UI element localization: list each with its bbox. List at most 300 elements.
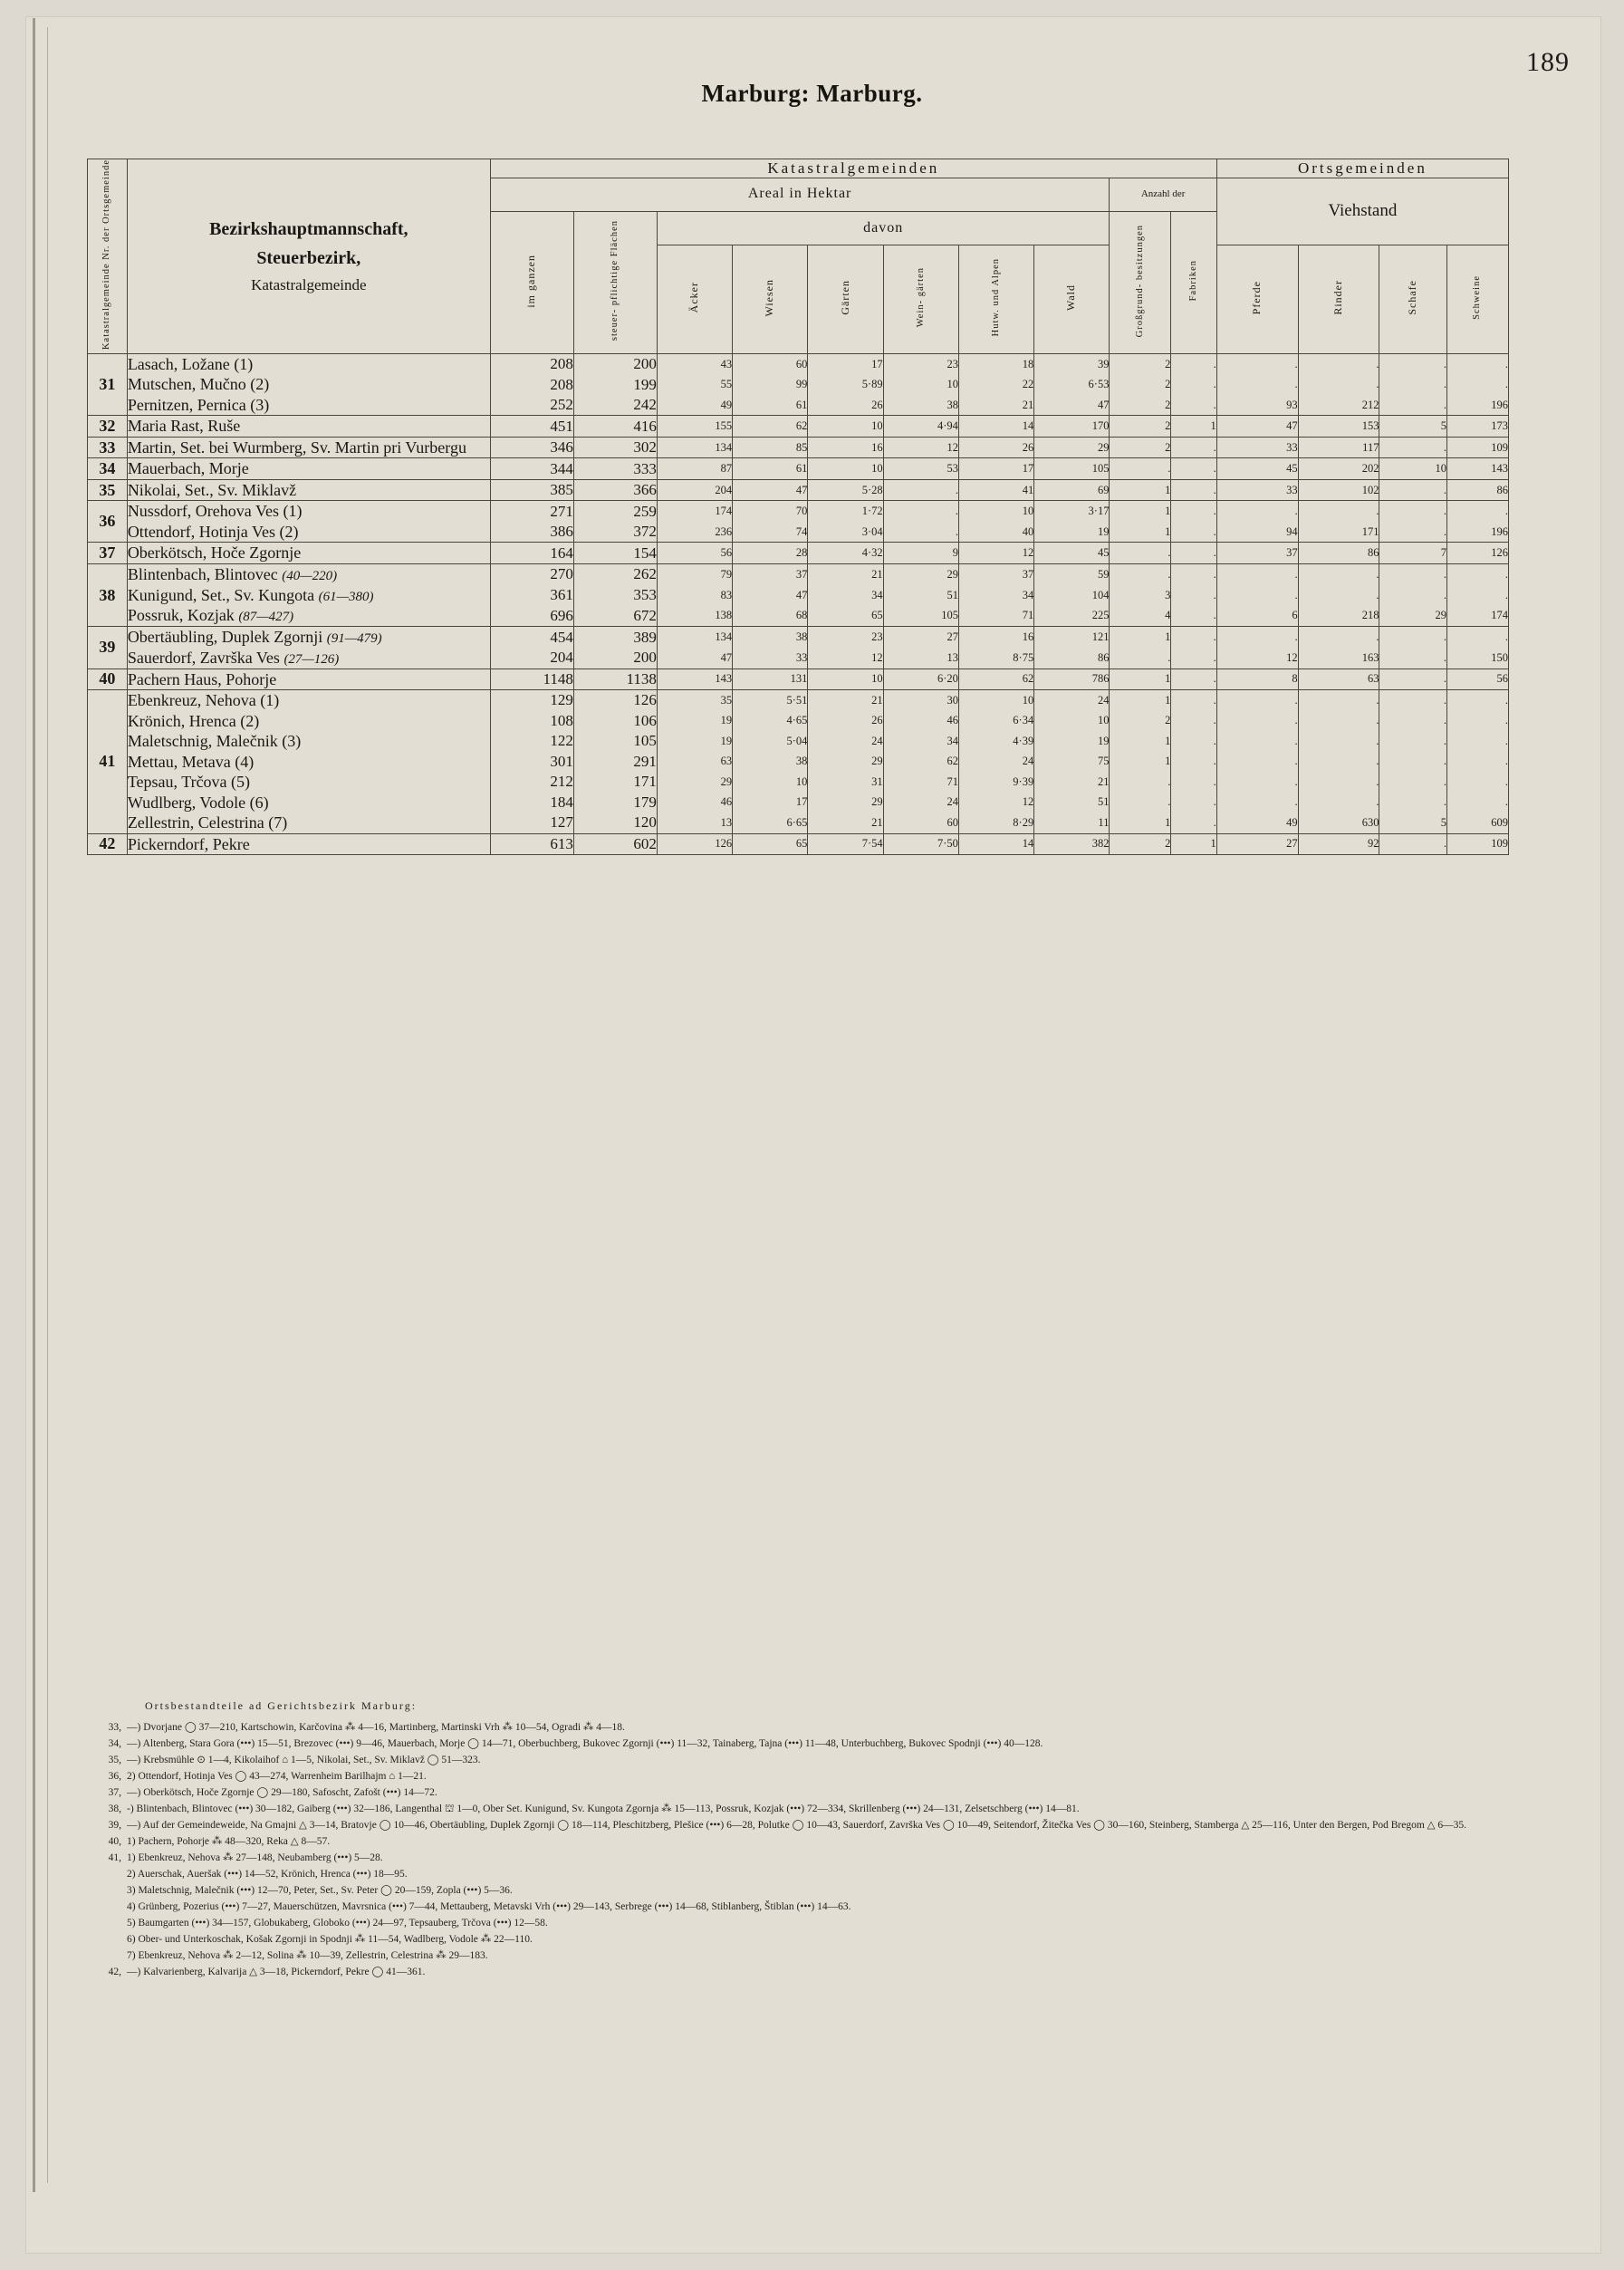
cell-wald: 105	[1034, 458, 1110, 480]
cell-steuerpflichtige: 242	[573, 395, 657, 416]
row-name: Zellestrin, Celestrina (7)	[127, 813, 490, 833]
cell-pferde: 8	[1216, 668, 1298, 690]
cell-hutweiden: 8·75	[958, 648, 1033, 668]
cell-fabriken: .	[1171, 605, 1216, 626]
cell-fabriken: .	[1171, 458, 1216, 480]
cell-hutweiden: 26	[958, 437, 1033, 458]
cell-weingarten: 12	[883, 437, 958, 458]
row-index: 36	[88, 501, 128, 543]
cell-wald: 39	[1034, 353, 1110, 374]
cell-rinder: .	[1298, 793, 1379, 813]
cell-pferde: .	[1216, 353, 1298, 374]
row-index: 31	[88, 353, 128, 416]
cell-weingarten: 46	[883, 711, 958, 732]
cell-hutweiden: 14	[958, 416, 1033, 438]
row-name: Oberkötsch, Hoče Zgornje	[127, 543, 490, 564]
cell-im-ganzen: 386	[490, 522, 573, 543]
cell-acker: 204	[657, 479, 732, 501]
header-group-kataster: Katastralgemeinden	[490, 159, 1216, 178]
cell-schafe: 7	[1379, 543, 1447, 564]
header-anzahl: Anzahl der	[1110, 178, 1216, 211]
cell-garten: 21	[808, 563, 883, 584]
header-fabriken: Fabriken	[1171, 211, 1216, 353]
cell-acker: 155	[657, 416, 732, 438]
cell-acker: 83	[657, 585, 732, 606]
table-row	[88, 563, 1509, 584]
cell-wald: 10	[1034, 711, 1110, 732]
cell-wald: 47	[1034, 395, 1110, 416]
cell-wald: 19	[1034, 522, 1110, 543]
row-name: Martin, Set. bei Wurmberg, Sv. Martin pri Vurbergu	[127, 437, 490, 458]
cell-schafe: .	[1379, 793, 1447, 813]
cell-rinder: .	[1298, 374, 1379, 395]
cell-fabriken: .	[1171, 563, 1216, 584]
cell-garten: 29	[808, 793, 883, 813]
cell-pferde: 27	[1216, 833, 1298, 855]
cell-grossgrund: 2	[1110, 437, 1171, 458]
footnote-number: 37,	[108, 1786, 121, 1798]
cell-hutweiden: 24	[958, 752, 1033, 773]
cell-schafe: .	[1379, 711, 1447, 732]
cell-pferde: .	[1216, 374, 1298, 395]
cell-hutweiden: 22	[958, 374, 1033, 395]
cell-acker: 138	[657, 605, 732, 626]
cell-im-ganzen: 108	[490, 711, 573, 732]
cell-weingarten: .	[883, 522, 958, 543]
cell-garten: 10	[808, 458, 883, 480]
cell-schweine: .	[1446, 731, 1508, 752]
header-viehstand: Viehstand	[1216, 178, 1508, 245]
cell-im-ganzen: 208	[490, 374, 573, 395]
cell-garten: 26	[808, 711, 883, 732]
cell-grossgrund: 2	[1110, 416, 1171, 438]
book-gutter-secondary	[47, 27, 48, 2183]
cell-pferde: 47	[1216, 416, 1298, 438]
table-row	[88, 395, 1509, 416]
cell-pferde: .	[1216, 793, 1298, 813]
cell-grossgrund: 1	[1110, 522, 1171, 543]
footnote-item	[91, 1802, 1522, 1817]
cell-fabriken: .	[1171, 711, 1216, 732]
cell-schafe: .	[1379, 501, 1447, 522]
cell-wiesen: 68	[733, 605, 808, 626]
cell-wiesen: 61	[733, 395, 808, 416]
row-name: Mettau, Metava (4)	[127, 752, 490, 773]
header-grossgrund: Großgrund- besitzungen	[1110, 211, 1171, 353]
header-name	[127, 159, 490, 354]
row-name: Mutschen, Mučno (2)	[127, 374, 490, 395]
cell-schafe: .	[1379, 648, 1447, 668]
cell-wiesen: 33	[733, 648, 808, 668]
cell-schweine: .	[1446, 563, 1508, 584]
footnote-text: —) Krebsmühle ⊙ 1—4, Kikolaihof ⌂ 1—5, Nikolai, Set., Sv. Miklavž ◯ 51—323.	[127, 1754, 481, 1765]
cell-schafe: .	[1379, 752, 1447, 773]
row-name: Nikolai, Set., Sv. Miklavž	[127, 479, 490, 501]
footnote-text: —) Oberkötsch, Hoče Zgornje ◯ 29—180, Safoscht, Zafošt (•••) 14—72.	[127, 1786, 437, 1798]
cell-acker: 134	[657, 627, 732, 648]
cell-wiesen: 47	[733, 585, 808, 606]
cell-im-ganzen: 346	[490, 437, 573, 458]
cell-wald: 19	[1034, 731, 1110, 752]
row-name: Krönich, Hrenca (2)	[127, 711, 490, 732]
cell-hutweiden: 12	[958, 543, 1033, 564]
cell-wald: 121	[1034, 627, 1110, 648]
cell-wiesen: 62	[733, 416, 808, 438]
book-gutter	[33, 18, 35, 2192]
footnote-item	[91, 1883, 1522, 1899]
cell-wald: 104	[1034, 585, 1110, 606]
cell-wiesen: 5·04	[733, 731, 808, 752]
cell-weingarten: .	[883, 501, 958, 522]
cell-wald: 45	[1034, 543, 1110, 564]
cell-weingarten: 23	[883, 353, 958, 374]
cell-steuerpflichtige: 126	[573, 690, 657, 711]
cell-wald: 29	[1034, 437, 1110, 458]
cell-weingarten: 29	[883, 563, 958, 584]
cell-schweine: 173	[1446, 416, 1508, 438]
cell-weingarten: 13	[883, 648, 958, 668]
cell-weingarten: 53	[883, 458, 958, 480]
cell-fabriken: .	[1171, 752, 1216, 773]
cell-im-ganzen: 385	[490, 479, 573, 501]
cell-hutweiden: 71	[958, 605, 1033, 626]
cell-pferde: 37	[1216, 543, 1298, 564]
cell-steuerpflichtige: 672	[573, 605, 657, 626]
footnote-item	[91, 1834, 1522, 1850]
row-name: Pernitzen, Pernica (3)	[127, 395, 490, 416]
header-index: Katastralgemeinde Nr. der Ortsgemeinde	[88, 159, 128, 354]
cell-garten: 1·72	[808, 501, 883, 522]
cell-steuerpflichtige: 302	[573, 437, 657, 458]
header-name-line2: Steuerbezirk,	[256, 248, 361, 269]
footnote-number: 35,	[108, 1754, 121, 1765]
cell-steuerpflichtige: 353	[573, 585, 657, 606]
row-name: Maria Rast, Ruše	[127, 416, 490, 438]
cell-rinder: .	[1298, 627, 1379, 648]
cell-garten: 26	[808, 395, 883, 416]
cell-schafe: .	[1379, 395, 1447, 416]
cell-im-ganzen: 212	[490, 772, 573, 793]
cell-schafe: .	[1379, 668, 1447, 690]
cell-grossgrund: .	[1110, 543, 1171, 564]
cell-steuerpflichtige: 199	[573, 374, 657, 395]
page-title: Marburg: Marburg.	[701, 80, 923, 107]
cell-acker: 87	[657, 458, 732, 480]
cell-im-ganzen: 204	[490, 648, 573, 668]
row-index: 41	[88, 690, 128, 834]
cell-grossgrund: 2	[1110, 711, 1171, 732]
cell-acker: 19	[657, 731, 732, 752]
cell-wiesen: 5·51	[733, 690, 808, 711]
cell-im-ganzen: 613	[490, 833, 573, 855]
table-body	[88, 353, 1509, 854]
cell-schweine: 86	[1446, 479, 1508, 501]
cell-acker: 46	[657, 793, 732, 813]
table-row	[88, 374, 1509, 395]
cell-steuerpflichtige: 105	[573, 731, 657, 752]
cell-garten: 4·32	[808, 543, 883, 564]
footnote-item	[91, 1965, 1522, 1980]
footnote-number	[91, 1867, 127, 1882]
cell-rinder: .	[1298, 501, 1379, 522]
cell-garten: 34	[808, 585, 883, 606]
cell-acker: 55	[657, 374, 732, 395]
cell-schweine: 150	[1446, 648, 1508, 668]
cell-hutweiden: 41	[958, 479, 1033, 501]
cell-fabriken: .	[1171, 585, 1216, 606]
cell-hutweiden: 6·34	[958, 711, 1033, 732]
cell-acker: 56	[657, 543, 732, 564]
cell-pferde: .	[1216, 772, 1298, 793]
table-row	[88, 833, 1509, 855]
footnote-item	[91, 1785, 1522, 1801]
cell-hutweiden: 21	[958, 395, 1033, 416]
cell-grossgrund: .	[1110, 563, 1171, 584]
cell-schweine: .	[1446, 627, 1508, 648]
cell-rinder: 212	[1298, 395, 1379, 416]
footnote-text: —) Altenberg, Stara Gora (•••) 15—51, Brezovec (•••) 9—46, Mauerbach, Morje ◯ 14—71, Oberbuchberg, Bukovec Zgornji (•••) 11—32, Tainaberg, Tajna (•••) 11—48, Unterbuchberg, Bukovec Spodnji (•••) 40—128.	[127, 1737, 1043, 1749]
row-name: Wudlberg, Vodole (6)	[127, 793, 490, 813]
table-row	[88, 772, 1509, 793]
table-row	[88, 711, 1509, 732]
cell-garten: 3·04	[808, 522, 883, 543]
table-row	[88, 813, 1509, 833]
row-name: Nussdorf, Orehova Ves (1)	[127, 501, 490, 522]
cell-rinder: .	[1298, 772, 1379, 793]
table-row	[88, 648, 1509, 668]
cell-fabriken: 1	[1171, 416, 1216, 438]
cell-schweine: 174	[1446, 605, 1508, 626]
header-wald: Wald	[1034, 245, 1110, 353]
cell-acker: 143	[657, 668, 732, 690]
footnote-number	[91, 1932, 127, 1948]
cell-wald: 786	[1034, 668, 1110, 690]
cell-fabriken: .	[1171, 813, 1216, 833]
footnote-number	[91, 1948, 127, 1964]
cell-weingarten: 34	[883, 731, 958, 752]
table-row	[88, 585, 1509, 606]
cell-rinder: 117	[1298, 437, 1379, 458]
cell-grossgrund: 1	[1110, 813, 1171, 833]
cell-pferde: 94	[1216, 522, 1298, 543]
footnote-text: 6) Ober- und Unterkoschak, Košak Zgornji in Spodnji ⁂ 11—54, Wadlberg, Vodole ⁂ 22—110.	[127, 1933, 533, 1945]
cell-rinder: .	[1298, 563, 1379, 584]
cell-weingarten: 71	[883, 772, 958, 793]
cell-schweine: .	[1446, 585, 1508, 606]
footnote-text: —) Dvorjane ◯ 37—210, Kartschowin, Karčovina ⁂ 4—16, Martinberg, Martinski Vrh ⁂ 10—54, Ogradi ⁂ 4—18.	[127, 1721, 625, 1733]
cell-wiesen: 99	[733, 374, 808, 395]
cell-im-ganzen: 696	[490, 605, 573, 626]
cell-pferde: .	[1216, 585, 1298, 606]
cell-grossgrund: 1	[1110, 668, 1171, 690]
footnote-item	[91, 1736, 1522, 1752]
cell-rinder: .	[1298, 585, 1379, 606]
footnote-item	[91, 1753, 1522, 1768]
cell-im-ganzen: 122	[490, 731, 573, 752]
footnote-text: 2) Auerschak, Aueršak (•••) 14—52, Krönich, Hrenca (•••) 18—95.	[127, 1868, 408, 1880]
header-acker: Äcker	[657, 245, 732, 353]
cell-schafe: .	[1379, 479, 1447, 501]
row-name: Pickerndorf, Pekre	[127, 833, 490, 855]
cell-hutweiden: 12	[958, 793, 1033, 813]
cell-hutweiden: 62	[958, 668, 1033, 690]
cell-hutweiden: 8·29	[958, 813, 1033, 833]
cell-grossgrund: 1	[1110, 501, 1171, 522]
footnote-item	[91, 1851, 1522, 1866]
cell-fabriken: .	[1171, 437, 1216, 458]
cell-wiesen: 61	[733, 458, 808, 480]
cell-hutweiden: 34	[958, 585, 1033, 606]
row-index: 32	[88, 416, 128, 438]
cell-garten: 23	[808, 627, 883, 648]
cell-steuerpflichtige: 372	[573, 522, 657, 543]
cell-im-ganzen: 451	[490, 416, 573, 438]
cell-im-ganzen: 184	[490, 793, 573, 813]
cell-pferde: .	[1216, 627, 1298, 648]
row-name: Ottendorf, Hotinja Ves (2)	[127, 522, 490, 543]
cell-schafe: 10	[1379, 458, 1447, 480]
footnote-text: 1) Ebenkreuz, Nehova ⁂ 27—148, Neubamberg (•••) 5—28.	[127, 1852, 383, 1863]
cell-steuerpflichtige: 200	[573, 648, 657, 668]
cell-acker: 13	[657, 813, 732, 833]
table-row	[88, 458, 1509, 480]
footnote-number: 36,	[108, 1770, 121, 1782]
header-group-orts: Ortsgemeinden	[1216, 159, 1508, 178]
cell-garten: 5·28	[808, 479, 883, 501]
row-index: 40	[88, 668, 128, 690]
cell-wald: 86	[1034, 648, 1110, 668]
cell-wald: 24	[1034, 690, 1110, 711]
cell-grossgrund: 4	[1110, 605, 1171, 626]
cell-garten: 21	[808, 690, 883, 711]
row-name: Mauerbach, Morje	[127, 458, 490, 480]
cell-pferde: .	[1216, 731, 1298, 752]
footnote-number: 42,	[108, 1966, 121, 1977]
row-index: 42	[88, 833, 128, 855]
cell-pferde: 33	[1216, 479, 1298, 501]
header-hutweiden: Hutw. und Alpen	[958, 245, 1033, 353]
cell-wald: 6·53	[1034, 374, 1110, 395]
cell-schafe: .	[1379, 563, 1447, 584]
cell-fabriken: .	[1171, 690, 1216, 711]
row-index: 37	[88, 543, 128, 564]
cell-schweine: 143	[1446, 458, 1508, 480]
cell-garten: 65	[808, 605, 883, 626]
cell-wiesen: 60	[733, 353, 808, 374]
cell-steuerpflichtige: 171	[573, 772, 657, 793]
cell-wiesen: 131	[733, 668, 808, 690]
cell-steuerpflichtige: 291	[573, 752, 657, 773]
cell-acker: 134	[657, 437, 732, 458]
cell-grossgrund: 1	[1110, 731, 1171, 752]
footnotes-title: Ortsbestandteile ad Gerichtsbezirk Marburg:	[145, 1699, 418, 1712]
cell-acker: 29	[657, 772, 732, 793]
cell-wiesen: 74	[733, 522, 808, 543]
row-index: 35	[88, 479, 128, 501]
table-row	[88, 522, 1509, 543]
cell-schafe: .	[1379, 374, 1447, 395]
cell-rinder: 63	[1298, 668, 1379, 690]
header-davon: davon	[657, 211, 1110, 245]
cell-schweine: .	[1446, 353, 1508, 374]
footnote-number	[91, 1883, 127, 1899]
cell-schafe: .	[1379, 353, 1447, 374]
cell-steuerpflichtige: 154	[573, 543, 657, 564]
cell-weingarten: 62	[883, 752, 958, 773]
cell-wald: 11	[1034, 813, 1110, 833]
cell-grossgrund: 1	[1110, 690, 1171, 711]
cell-fabriken: .	[1171, 648, 1216, 668]
row-name: Lasach, Ložane (1)	[127, 353, 490, 374]
cell-pferde: .	[1216, 690, 1298, 711]
cell-grossgrund: .	[1110, 772, 1171, 793]
cell-wiesen: 47	[733, 479, 808, 501]
cell-im-ganzen: 361	[490, 585, 573, 606]
cell-steuerpflichtige: 366	[573, 479, 657, 501]
cell-im-ganzen: 271	[490, 501, 573, 522]
cell-schweine: .	[1446, 501, 1508, 522]
row-name: Ebenkreuz, Nehova (1)	[127, 690, 490, 711]
cell-weingarten: 30	[883, 690, 958, 711]
row-name: Blintenbach, Blintovec (40—220)	[127, 563, 490, 584]
cell-fabriken: .	[1171, 374, 1216, 395]
cell-wiesen: 38	[733, 627, 808, 648]
cell-fabriken: .	[1171, 501, 1216, 522]
cell-acker: 35	[657, 690, 732, 711]
statistics-table	[87, 159, 1509, 855]
page-number: 189	[1526, 47, 1570, 77]
cell-fabriken: 1	[1171, 833, 1216, 855]
cell-rinder: 153	[1298, 416, 1379, 438]
table-row	[88, 668, 1509, 690]
header-schweine: Schweine	[1446, 245, 1508, 353]
cell-im-ganzen: 344	[490, 458, 573, 480]
cell-schweine: .	[1446, 793, 1508, 813]
footnote-item	[91, 1900, 1522, 1915]
cell-steuerpflichtige: 262	[573, 563, 657, 584]
header-im-ganzen: im ganzen	[490, 211, 573, 353]
cell-hutweiden: 16	[958, 627, 1033, 648]
table-row	[88, 752, 1509, 773]
cell-steuerpflichtige: 602	[573, 833, 657, 855]
cell-schafe: .	[1379, 833, 1447, 855]
cell-schafe: .	[1379, 731, 1447, 752]
cell-grossgrund: 1	[1110, 479, 1171, 501]
cell-steuerpflichtige: 333	[573, 458, 657, 480]
header-name-line1: Bezirkshauptmannschaft,	[209, 219, 408, 240]
row-name: Maletschnig, Malečnik (3)	[127, 731, 490, 752]
cell-fabriken: .	[1171, 772, 1216, 793]
cell-garten: 5·89	[808, 374, 883, 395]
row-name: Sauerdorf, Završka Ves (27—126)	[127, 648, 490, 668]
cell-schweine: 126	[1446, 543, 1508, 564]
table-row	[88, 731, 1509, 752]
cell-im-ganzen: 129	[490, 690, 573, 711]
table-row	[88, 793, 1509, 813]
cell-acker: 63	[657, 752, 732, 773]
cell-schweine: 56	[1446, 668, 1508, 690]
cell-pferde: 93	[1216, 395, 1298, 416]
cell-acker: 49	[657, 395, 732, 416]
row-index: 39	[88, 627, 128, 669]
footnote-text: 5) Baumgarten (•••) 34—157, Globukaberg, Globoko (•••) 24—97, Tepsauberg, Trčova (•••) 12—58.	[127, 1917, 548, 1929]
row-name: Obertäubling, Duplek Zgornji (91—479)	[127, 627, 490, 648]
cell-im-ganzen: 1148	[490, 668, 573, 690]
cell-wald: 59	[1034, 563, 1110, 584]
cell-weingarten: 60	[883, 813, 958, 833]
header-pferde: Pferde	[1216, 245, 1298, 353]
header-wiesen: Wiesen	[733, 245, 808, 353]
